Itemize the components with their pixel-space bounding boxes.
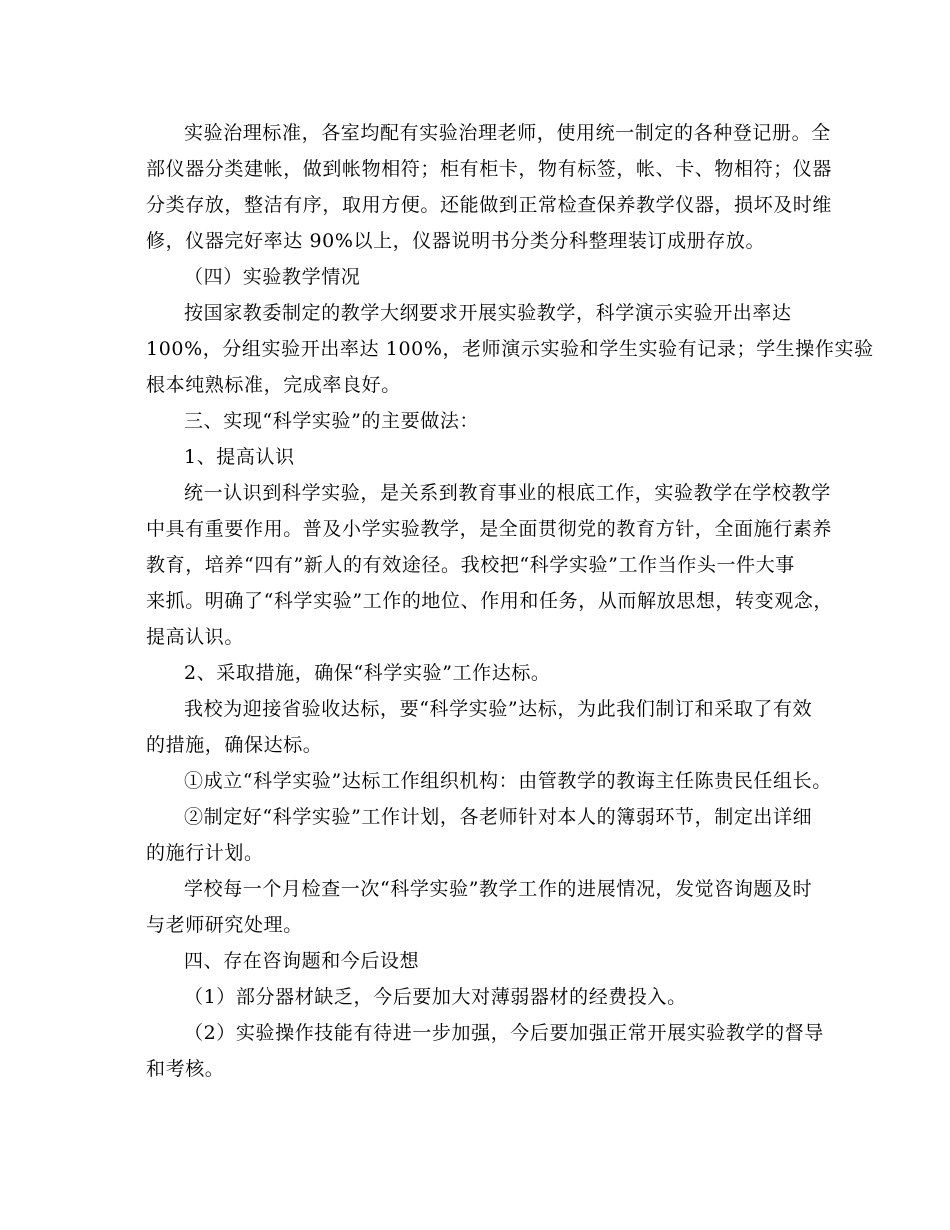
paragraph-line: 我校为迎接省验收达标，要“科学实验”达标，为此我们制订和采取了有效 <box>184 698 813 720</box>
subsection-heading: 2、采取措施，确保“科学实验”工作达标。 <box>184 662 551 684</box>
section-heading: 四、存在咨询题和今后设想 <box>184 950 420 972</box>
paragraph-line: 分类存放，整洁有序，取用方便。还能做到正常检查保养教学仪器，损坏及时维 <box>146 194 833 216</box>
paragraph-line: 按国家教委制定的教学大纲要求开展实验教学，科学演示实验开出率达 <box>184 302 792 324</box>
list-item: ②制定好“科学实验”工作计划，各老师针对本人的簿弱环节，制定出详细 <box>184 806 813 828</box>
list-item: （1）部分器材缺乏，今后要加大对薄弱器材的经费投入。 <box>184 986 687 1008</box>
section-heading: 三、实现“科学实验”的主要做法： <box>184 410 480 432</box>
section-heading: （四）实验教学情况 <box>184 266 361 288</box>
paragraph-line: 根本纯熟标准，完成率良好。 <box>146 374 401 396</box>
paragraph-line: 中具有重要作用。普及小学实验教学，是全面贯彻党的教育方针，全面施行素养 <box>146 518 833 540</box>
paragraph-line: 教育，培养“四有”新人的有效途径。我校把“科学实验”工作当作头一件大事 <box>146 554 795 576</box>
list-item: ①成立“科学实验”达标工作组织机构：由管教学的教诲主任陈贵民任组长。 <box>184 770 832 792</box>
paragraph-line: 提高认识。 <box>146 626 245 648</box>
paragraph-line: 与老师研究处理。 <box>146 914 303 936</box>
paragraph-line: 统一认识到科学实验，是关系到教育事业的根底工作，实验教学在学校教学 <box>184 482 831 504</box>
paragraph-line: 学校每一个月检查一次“科学实验”教学工作的进展情况，发觉咨询题及时 <box>184 878 813 900</box>
paragraph-line: 实验治理标准，各室均配有实验治理老师，使用统一制定的各种登记册。全 <box>184 122 831 144</box>
paragraph-line: 修，仪器完好率达 90%以上，仪器说明书分类分科整理装订成册存放。 <box>146 230 766 252</box>
paragraph-line: 和考核。 <box>146 1058 225 1080</box>
paragraph-line: 来抓。明确了“科学实验”工作的地位、作用和任务，从而解放思想，转变观念， <box>146 590 834 612</box>
paragraph-line: 100%，分组实验开出率达 100%，老师演示实验和学生实验有记录；学生操作实验 <box>146 338 874 360</box>
paragraph-line: 的施行计划。 <box>146 842 264 864</box>
subsection-heading: 1、提高认识 <box>184 446 295 468</box>
paragraph-line: 的措施，确保达标。 <box>146 734 323 756</box>
list-item: （2）实验操作技能有待进一步加强，今后要加强正常开展实验教学的督导 <box>184 1022 824 1044</box>
paragraph-line: 部仪器分类建帐，做到帐物相符；柜有柜卡，物有标签，帐、卡、物相符；仪器 <box>146 158 833 180</box>
